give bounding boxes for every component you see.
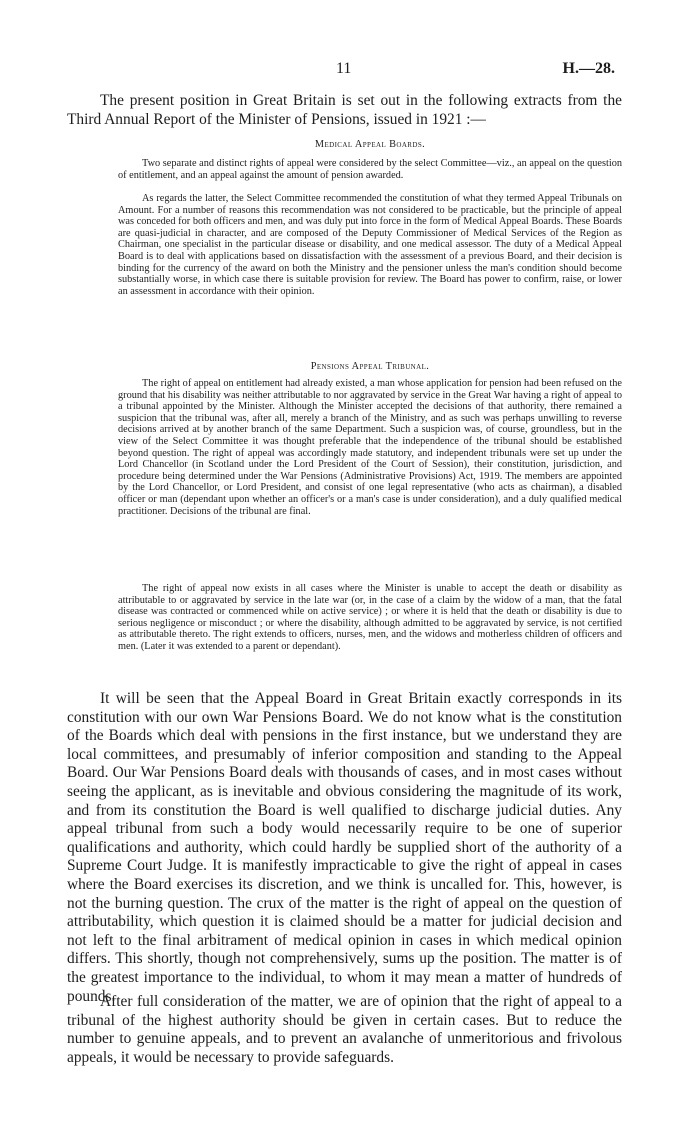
tribunal-paragraph-2: The right of appeal now exists in all cases where the Minister is unable to accept the death or disability as attributable to or aggravated by service in the late war (or, in the case of a claim by the widow of a man, that the fatal disease was contracted or commenced while on active service) ; or where it is held that the death or disability is due to serious negligence or misconduct ; or where the disability, although admitted to be aggravated by service, is not certified as attributable thereto. The right extends to officers, nurses, men, and the widows and motherless children of officers and men. (Later it was extended to a parent or dependant). [118, 583, 622, 652]
body-paragraph-1: It will be seen that the Appeal Board in Great Britain exactly corresponds in its constitution with our own War Pensions Board. We do not know what is the constitution of the Boards which deal with pensions in the first instance, but we understand they are local committees, and presumably of inferior composition and standing to the Appeal Board. Our War Pensions Board deals with thousands of cases, and in most cases without seeing the applicant, as is inevitable and obvious considering the magnitude of its work, and from its constitution the Board is well qualified to discharge judicial duties. Any appeal tribunal from such a body would necessarily require to be one of superior qualifications and authority, which could hardly be supplied short of the authority of a Supreme Court Judge. It is manifestly impracticable to give the right of appeal in cases where the Board exercises its discretion, and we think is uncalled for. This, however, is not the burning question. The crux of the matter is the right of appeal on the question of attributability, which question it is claimed should be a matter for judicial decision and not left to the final arbitrament of medical opinion in cases in which medical opinion differs. This shortly, though not comprehensively, sums up the position. The matter is of the greatest importance to the individual, to whom it may mean a matter of hundreds of pounds. [67, 690, 622, 1005]
medical-appeal-paragraph-1: Two separate and distinct rights of appeal were considered by the select Committee—viz., an appeal on the question of entitlement, and an appeal against the amount of pension awarded. [118, 158, 622, 181]
page-number: 11 [336, 60, 352, 77]
body-paragraph-2: After full consideration of the matter, we are of opinion that the right of appeal to a tribunal of the highest authority should be given in certain cases. But to reduce the number to genuine appeals, and to prevent an avalanche of unmeritorious and frivolous appeals, it would be necessary to provide safeguards. [67, 993, 622, 1066]
medical-appeal-paragraph-2: As regards the latter, the Select Committee recommended the constitution of what they termed Appeal Tribunals on Amount. For a number of reasons this recommendation was not considered to be practicable, but the principle of appeal was conceded for both officers and men, and was duly put into force in the form of Medical Appeal Boards. These Boards are quasi-judicial in character, and are composed of the Deputy Commissioner of Medical Services of the Region as Chairman, one specialist in the particular disease or disability, and one medical assessor. The duty of a Medical Appeal Board is to deal with applications based on dissatisfaction with the assessment of a previous Board, and their decision is binding for the currency of the award on both the Ministry and the pensioner unless the man's condition should become substantially worse, in which case there is suitable provision for review. The Board has power to confirm, raise, or lower an assessment in accordance with their opinion. [118, 193, 622, 297]
section-heading-medical-appeal-boards: Medical Appeal Boards. [314, 139, 426, 150]
document-reference: H.—28. [562, 60, 615, 77]
section-heading-pensions-appeal-tribunal: Pensions Appeal Tribunal. [310, 361, 430, 372]
intro-paragraph: The present position in Great Britain is set out in the following extracts from the Third Annual Report of the Minister of Pensions, issued in 1921 :— [67, 92, 622, 128]
tribunal-paragraph-1: The right of appeal on entitlement had already existed, a man whose application for pension had been refused on the ground that his disability was neither attributable to nor aggravated by service in the Great War having a right of appeal to a tribunal appointed by the Minister. Although the Minister accepted the decisions of that authority, there remained a suspicion that the tribunal was, after all, merely a branch of the Ministry, and as such was perhaps unwilling to reverse decisions arrived at by another branch of the same Department. Such a suspicion was, of course, groundless, but in the view of the Select Committee it was thought preferable that the independence of the tribunal should be established beyond question. The right of appeal was accordingly made statutory, and independent tribunals were set up under the Lord Chancellor (in Scotland under the Lord President of the Court of Session), their constitution, jurisdiction, and procedure being determined under the War Pensions (Administrative Provisions) Act, 1919. The members are appointed by the Lord Chancellor, or Lord President, and consist of one legal representative (who acts as chairman), a disabled officer or man (dependant upon whether an officer's or a man's case is under consideration), and a duly qualified medical practitioner. Decisions of the tribunal are final. [118, 378, 622, 517]
